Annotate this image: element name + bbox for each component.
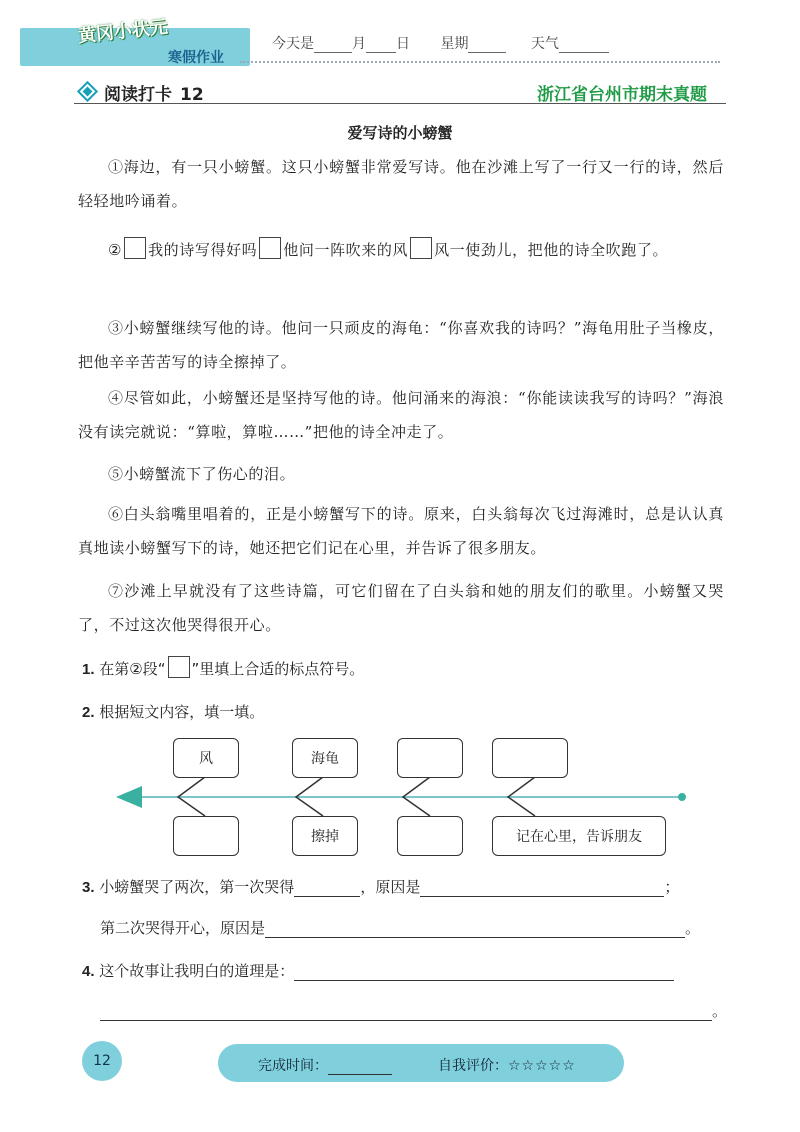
question-4-end: 。 [712, 1002, 728, 1020]
header-rule [74, 103, 726, 104]
question-2 [82, 701, 264, 722]
question-3-end: ； [664, 878, 680, 896]
question-3-text-a: 小螃蟹哭了两次，第一次哭得 [99, 878, 295, 896]
star-rating[interactable]: ☆☆☆☆☆ [508, 1058, 576, 1074]
diamond-icon [77, 81, 98, 102]
weekday-blank[interactable] [468, 38, 506, 53]
question-1-number: 1. [82, 661, 95, 678]
question-3-blank-1[interactable] [294, 880, 360, 897]
question-1-text-b: ”里填上合适的标点符号。 [191, 660, 365, 678]
paragraph-2 [78, 233, 724, 267]
punctuation-box-2[interactable] [259, 237, 281, 259]
self-evaluation [438, 1055, 576, 1075]
paragraph-1: ①海边，有一只小螃蟹。这只小螃蟹非常爱写诗。他在沙滩上写了一行又一行的诗，然后轻轻地吟诵着。 [78, 158, 724, 210]
paragraph-6: ⑥白头翁嘴里唱着的，正是小螃蟹写下的诗。原来，白头翁每次飞过海滩时，总是认认真真地读小螃蟹写下的诗，她还把它们记在心里，并告诉了很多朋友。 [78, 505, 724, 557]
page-number: 12 [82, 1041, 122, 1081]
punctuation-box-3[interactable] [410, 237, 432, 259]
self-eval-label: 自我评价： [438, 1058, 508, 1074]
diagram-top-box-2[interactable]: 海龟 [292, 738, 358, 778]
paragraph-7: ⑦沙滩上早就没有了这些诗篇，可它们留在了白头翁和她的朋友们的歌里。小螃蟹又哭了，不过这次他哭得很开心。 [78, 582, 724, 634]
question-4-number: 4. [82, 963, 95, 980]
question-1-text-a: 在第②段“ [99, 660, 166, 678]
question-1 [82, 656, 364, 679]
diagram-tail-dot [678, 793, 686, 801]
diagram-bottom-box-1[interactable] [173, 816, 239, 856]
question-4-line-2 [100, 1000, 727, 1021]
question-4-text: 这个故事让我明白的道理是： [99, 962, 295, 980]
card-label: 阅读打卡 [104, 85, 172, 105]
date-weather-label: 天气 [530, 36, 559, 52]
question-3 [82, 876, 679, 897]
month-blank[interactable] [314, 38, 352, 53]
question-3-line-2-text: 第二次哭得开心，原因是 [100, 919, 266, 937]
question-3-text-b: ，原因是 [360, 878, 421, 896]
date-today-label: 今天是 [272, 36, 314, 52]
question-3-blank-3[interactable] [265, 921, 685, 938]
date-weekday-label: 星期 [440, 36, 469, 52]
question-3-end-2: 。 [685, 919, 701, 937]
diagram-top-box-3[interactable] [397, 738, 463, 778]
question-3-line-2 [100, 917, 700, 938]
completion-time [258, 1055, 392, 1075]
paragraph-2-part-2: 他问一阵吹来的风 [283, 241, 409, 259]
day-blank[interactable] [366, 38, 396, 53]
completion-time-label: 完成时间： [258, 1058, 328, 1074]
diagram-bottom-box-3[interactable] [397, 816, 463, 856]
date-month-label: 月 [352, 36, 366, 52]
paragraph-2-part-1: 我的诗写得好吗 [148, 241, 258, 259]
paragraph-3: ③小螃蟹继续写他的诗。他问一只顽皮的海龟：“你喜欢我的诗吗？”海龟用肚子当橡皮，把他辛辛苦苦写的诗全擦掉了。 [78, 319, 724, 371]
source-title: 浙江省台州市期末真题 [537, 85, 707, 105]
question-4-blank-1[interactable] [294, 964, 674, 981]
question-2-text: 根据短文内容，填一填。 [99, 703, 265, 721]
completion-time-blank[interactable] [328, 1061, 392, 1075]
diagram-bottom-box-2[interactable]: 擦掉 [292, 816, 358, 856]
card-title [104, 80, 204, 105]
question-4-blank-2[interactable] [100, 1004, 712, 1021]
question-3-number: 3. [82, 879, 95, 896]
paragraph-2-num: ② [108, 241, 123, 259]
question-1-box [168, 656, 190, 678]
card-number: 12 [180, 85, 204, 105]
paragraph-5: ⑤小螃蟹流下了伤心的泪。 [108, 465, 296, 483]
diagram-bottom-box-4[interactable]: 记在心里，告诉朋友 [492, 816, 666, 856]
question-4 [82, 960, 674, 981]
story-title: 爱写诗的小螃蟹 [347, 124, 453, 142]
diagram-top-box-4[interactable] [492, 738, 568, 778]
question-2-number: 2. [82, 704, 95, 721]
date-line [272, 33, 609, 53]
paragraph-2-part-3: 风一使劲儿，把他的诗全吹跑了。 [434, 241, 669, 259]
brand-logo: 黄冈小状元 [77, 16, 169, 47]
question-3-blank-2[interactable] [420, 880, 664, 897]
diagram-top-box-1[interactable]: 风 [173, 738, 239, 778]
brand-subtitle: 寒假作业 [168, 50, 224, 66]
weather-blank[interactable] [559, 38, 609, 53]
header-dotted-rule [240, 61, 720, 63]
punctuation-box-1[interactable] [124, 237, 146, 259]
diagram-arrowhead [116, 786, 142, 808]
date-day-label: 日 [396, 36, 410, 52]
paragraph-4: ④尽管如此，小螃蟹还是坚持写他的诗。他问涌来的海浪：“你能读读我写的诗吗？”海浪没有读完就说：“算啦，算啦……”把他的诗全冲走了。 [78, 389, 724, 441]
